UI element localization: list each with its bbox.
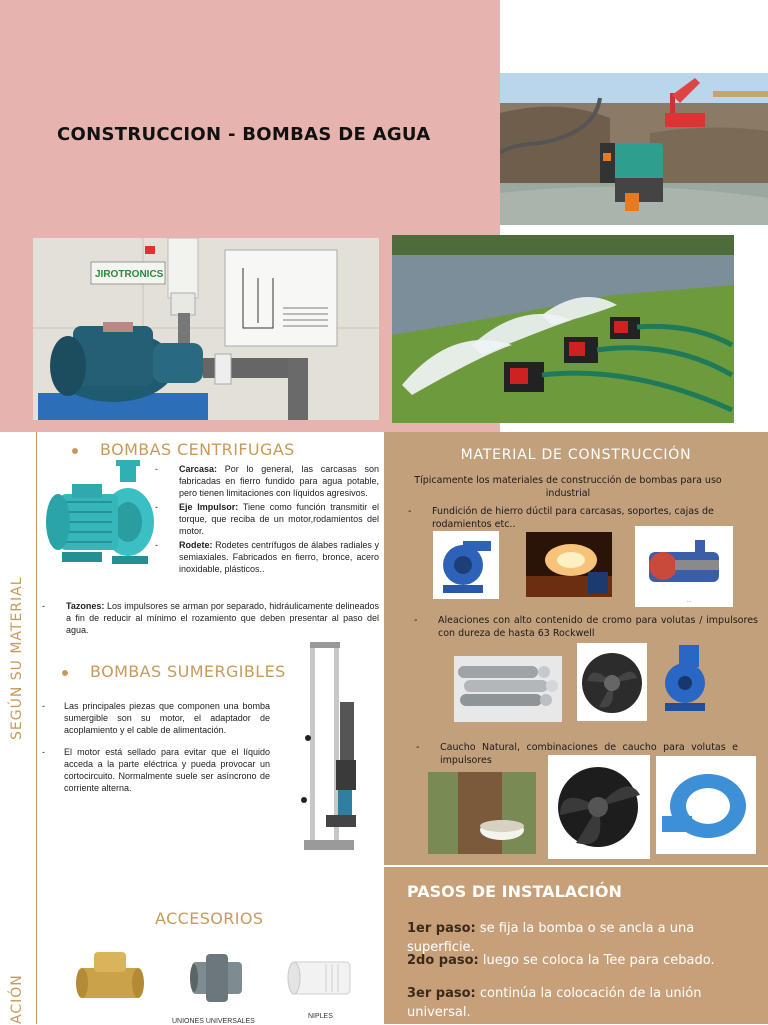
sumergibles-heading-text: BOMBAS SUMERGIBLES [90,662,286,681]
step-3-label: 3er paso: [407,986,476,1001]
text-tazones: Los impulsores se arman por separado, hidráulicamente delineados a fin de reducir al mínimo el rozamiento que deben presentar al paso del agua. [66,601,379,635]
brand-sign-text: JIROTRONICS [95,269,164,280]
centrifugal-pump-image [42,460,156,578]
pasos-heading: PASOS DE INSTALACIÓN [407,882,622,901]
photo-pump-installation [33,238,379,420]
material-item-2-text: Aleaciones con alto contenido de cromo para volutas / impulsores con dureza de hasta 63 Rockwell [438,615,758,639]
step-1-label: 1er paso: [407,921,476,936]
material-img-rubber-tree [428,772,536,854]
accesorio-label-niples: NIPLES [308,1013,333,1020]
side-label-text: SEGÚN SU MATERIAL [9,576,25,740]
side-label-bottom [8,964,26,1024]
check-valve-image [74,946,146,1014]
list-item: - Carcasa: Por lo general, las carcasas son fabricadas en fierro fundido para agua potable, pero tienen limitaciones con líquidos agresivos. [155,464,379,498]
material-img-bars [454,656,562,722]
sumergibles-heading [62,662,286,681]
union-image [188,948,246,1008]
accesorios-heading: ACCESORIOS [155,909,264,928]
term-tazones: Tazones: [66,601,105,611]
pasos-step-2 [407,951,757,970]
term-eje: Eje Impulsor: [179,502,239,512]
centrifugas-list [155,463,379,575]
material-img-cutaway [635,526,733,607]
list-item: - Las principales piezas que componen una bomba sumergible son su motor, el adaptador de acoplamiento y el cable de alimentación. [42,701,270,735]
step-1-text: se fija la bomba o se ancla a una superficie. [407,921,695,955]
material-item-1: - Fundición de hierro dúctil para carcasas, soportes, cajas de rodamientos etc.. [408,506,714,530]
list-item: - El motor está sellado para evitar que el líquido acceda a la parte eléctrica y pueda provocar un cortocircuito. Normalmente suele ser asíncrono de corriente alterna. [42,747,270,793]
list-item: - Rodete: Rodetes centrífugos de álabes radiales y semiaxiales. Fabricados en fierro, bronce, acero inoxidable, plásticos.. [155,540,379,574]
page-title: CONSTRUCCION - BOMBAS DE AGUA [57,124,431,145]
material-item-3: - Caucho Natural, combinaciones de caucho para volutas e impulsores [416,742,738,766]
material-heading: MATERIAL DE CONSTRUCCIÓN [460,447,692,463]
sumergibles-list [42,700,270,794]
text-carcasa: Por lo general, las carcasas son fabricadas en fierro fundido para agua potable, pero tienen limitaciones con líquidos agresivos. [179,464,379,498]
left-divider [36,432,37,1024]
tazones-item: - Tazones: Los impulsores se arman por separado, hidráulicamente delineados a fin de reducir al mínimo el rozamiento que deben presentar al paso del agua. [42,601,379,635]
pasos-step-3 [407,984,747,1022]
text-eje: Tiene como función transmitir el torque, que reciba de un motor,rodamientos del motor. [179,502,379,536]
material-img-rubber-impeller [548,755,650,859]
sumergibles-text-2: El motor está sellado para evitar que el líquido acceda a la parte eléctrica y pueda provocar un cortocircuito. Normalmente suele ser asíncrono de corriente alterna. [64,747,270,793]
step-2-label: 2do paso: [407,953,479,968]
step-3-text: continúa la colocación de la unión universal. [407,986,702,1020]
material-img-blue-pump [657,643,715,723]
material-img-volute [656,756,756,854]
photo-trash-pumps [392,235,734,423]
material-img-foundry [526,532,612,597]
centrifugas-heading [72,440,295,459]
submersible-pump-image [296,640,366,856]
material-img-casing [433,531,499,599]
side-label-bottom-text: ACIÓN [9,974,25,1024]
accesorio-label-uniones: UNIONES UNIVERSALES [172,1018,255,1025]
text-rodete: Rodetes centrífugos de álabes radiales y semiaxiales. Fabricados en fierro, bronce, acero inoxidable, plásticos.. [179,540,379,574]
niple-image [286,952,356,1004]
material-item-2: - Aleaciones con alto contenido de cromo para volutas / impulsores con dureza de hasta 63 Rockwell [414,615,758,639]
bullet-dot [72,448,78,454]
sumergibles-text-1: Las principales piezas que componen una bomba sumergible son su motor, el adaptador de acoplamiento y el cable de alimentación. [64,701,270,735]
centrifugas-heading-text: BOMBAS CENTRIFUGAS [100,440,295,459]
material-intro: Típicamente los materiales de construcción de bombas para uso industrial [414,475,722,499]
bullet-dot [62,670,68,676]
side-label [8,540,26,740]
material-img-impeller [577,643,647,721]
list-item: - Eje Impulsor: Tiene como función transmitir el torque, que reciba de un motor,rodamientos del motor. [155,502,379,536]
term-carcasa: Carcasa: [179,464,218,474]
svg-text:...: ... [687,598,692,604]
material-item-3-text: Caucho Natural, combinaciones de caucho para volutas e impulsores [440,742,738,766]
term-rodete: Rodete: [179,540,213,550]
step-2-text: luego se coloca la Tee para cebado. [478,953,715,968]
photo-submersible-site [500,73,768,225]
material-item-1-text: Fundición de hierro dúctil para carcasas, soportes, cajas de rodamientos etc.. [432,506,714,530]
